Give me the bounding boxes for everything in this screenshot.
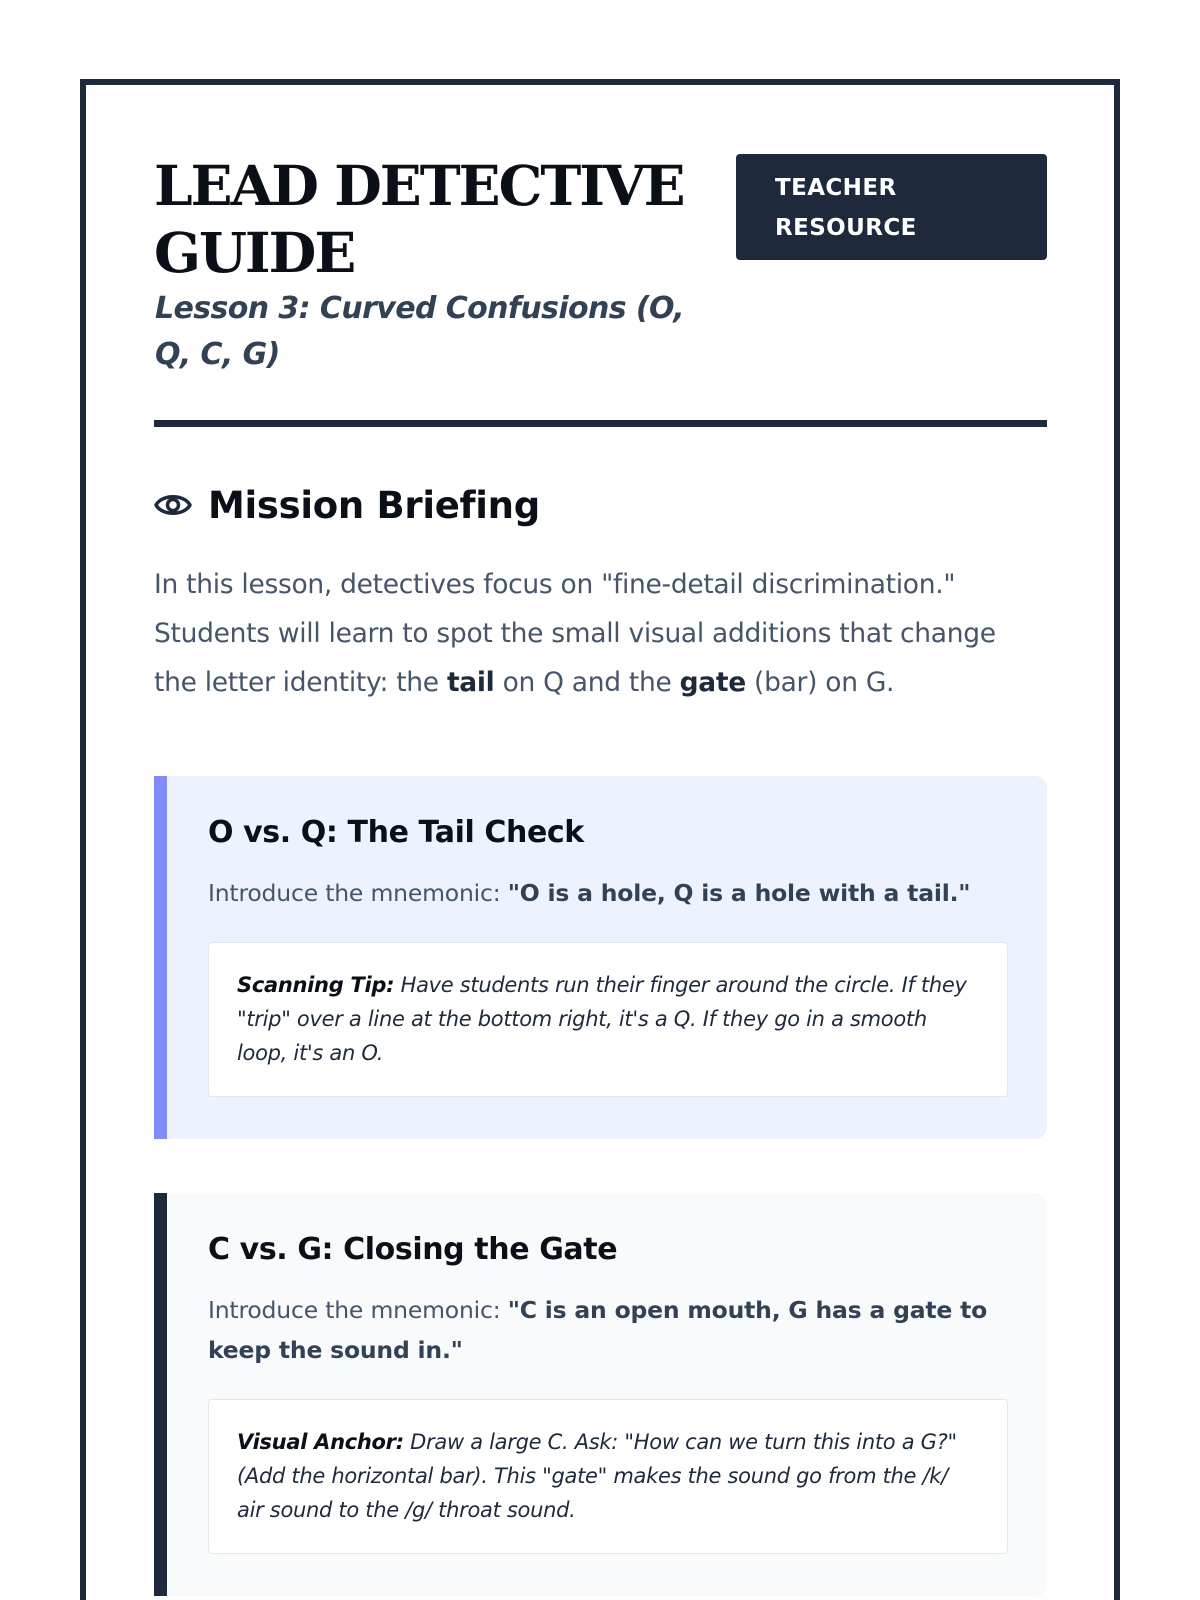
teacher-resource-badge: TEACHER RESOURCE <box>736 154 1047 260</box>
mnemonic-quote: "O is a hole, Q is a hole with a tail." <box>507 879 971 907</box>
briefing-paragraph <box>154 560 1044 707</box>
page-title: LEAD DETECTIVE GUIDE <box>154 153 684 285</box>
tip-label: Scanning Tip: <box>237 973 395 997</box>
card-heading: C vs. G: Closing the Gate <box>208 1232 618 1267</box>
briefing-bold-tail: tail <box>446 667 495 698</box>
mission-briefing-heading <box>154 480 540 530</box>
tip-text: Have students run their finger around the circle. If they "trip" over a line at the bottom right, it's a Q. If they go in a smooth loop, it's an O. <box>237 973 967 1065</box>
tip-label: Visual Anchor: <box>237 1430 404 1454</box>
briefing-bold-gate: gate <box>679 667 746 698</box>
briefing-text: (bar) on G. <box>745 667 895 698</box>
card-intro <box>208 873 1038 913</box>
intro-prefix: Introduce the mnemonic: <box>208 879 508 907</box>
header-divider <box>154 420 1047 427</box>
visual-anchor-box <box>208 1399 1008 1554</box>
card-heading: O vs. Q: The Tail Check <box>208 815 584 850</box>
eye-icon <box>154 490 192 520</box>
briefing-text: In this lesson, detectives focus on "fine-detail discrimination." Students will learn to spot the small visual additions that change the letter identity: the <box>154 569 996 698</box>
lesson-subtitle: Lesson 3: Curved Confusions (O, Q, C, G) <box>155 291 685 372</box>
section-title: Mission Briefing <box>208 483 540 527</box>
briefing-text: on Q and the <box>494 667 680 698</box>
intro-prefix: Introduce the mnemonic: <box>208 1296 508 1324</box>
mnemonic-quote: "C is an open mouth, G has a gate to keep the sound in." <box>208 1296 988 1364</box>
tip-text: Draw a large C. Ask: "How can we turn this into a G?" (Add the horizontal bar). This "gate" makes the sound go from the /k/ air sound to the /g/ throat sound. <box>237 1430 957 1522</box>
scanning-tip-box <box>208 942 1008 1097</box>
card-intro <box>208 1290 998 1370</box>
